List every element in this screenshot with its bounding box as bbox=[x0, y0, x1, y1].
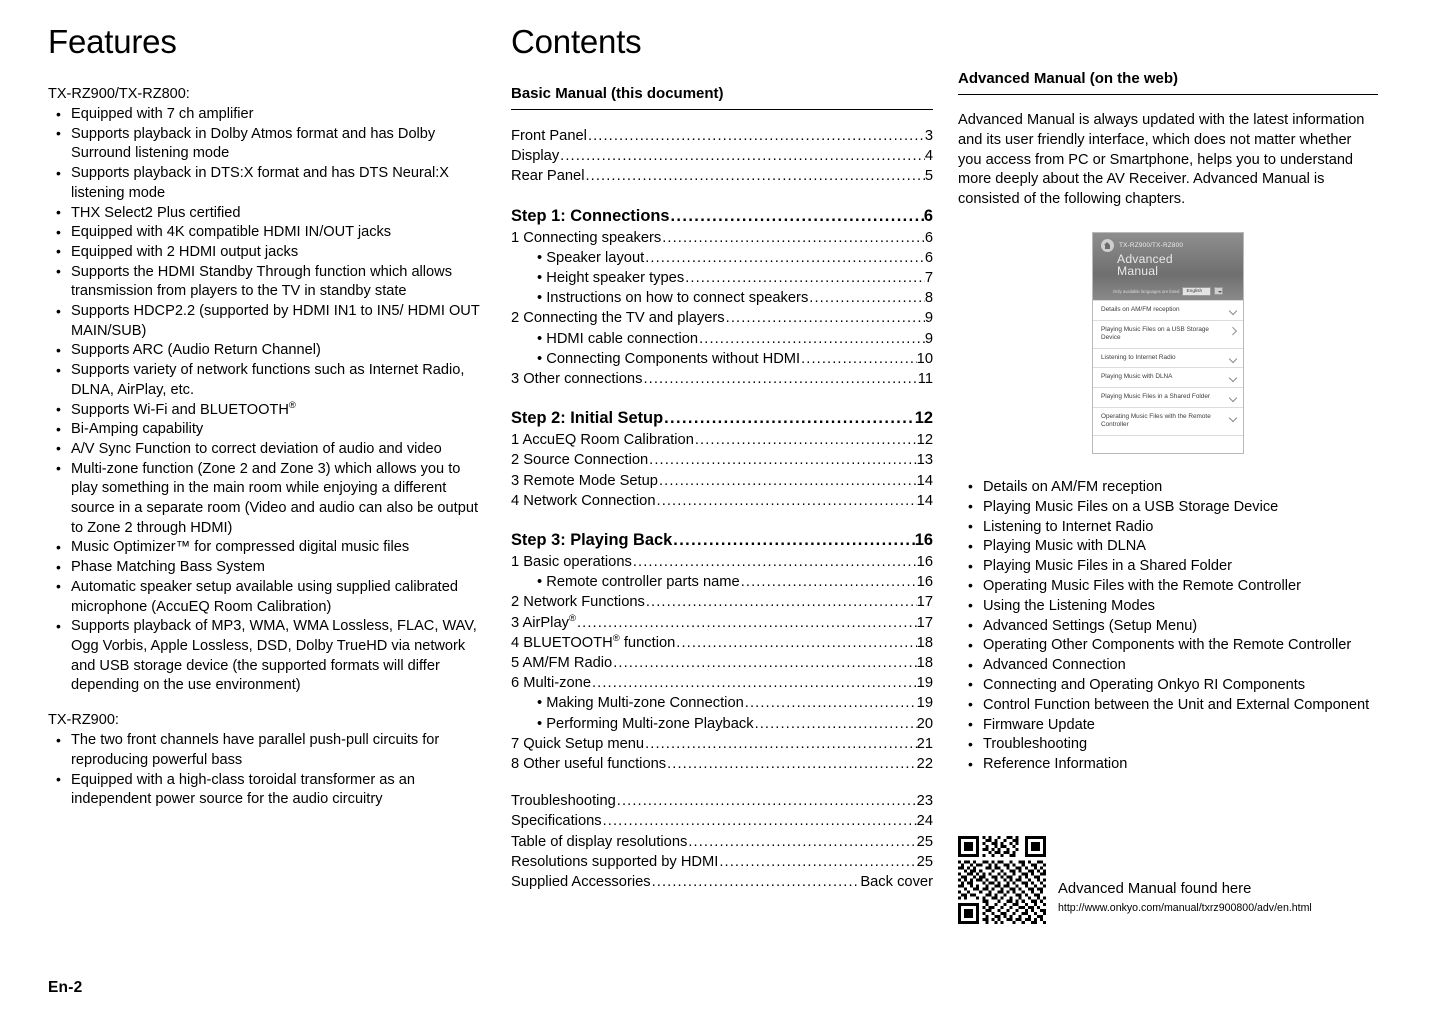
feature-item: • Supports ARC (Audio Return Channel) bbox=[48, 341, 480, 361]
toc-entry[interactable] bbox=[511, 166, 933, 186]
toc-leader-dots bbox=[652, 872, 861, 892]
toc-entry-label: 2 Source Connection bbox=[511, 452, 649, 469]
toc-entry-label: 6 Multi-zone bbox=[511, 675, 591, 692]
toc-entry-label: 3 AirPlay® bbox=[511, 612, 576, 631]
toc-page-number: 6 bbox=[923, 206, 933, 225]
thumbnail-chapter-row bbox=[1093, 368, 1243, 388]
advanced-chapter-item: • Troubleshooting bbox=[958, 735, 1378, 755]
toc-leader-dots bbox=[588, 126, 925, 146]
advanced-manual-thumbnail bbox=[1092, 232, 1244, 454]
thumbnail-chapter-row bbox=[1093, 300, 1243, 321]
toc-entry[interactable] bbox=[511, 714, 933, 734]
toc-entry-label: • Connecting Components without HDMI bbox=[537, 350, 801, 367]
toc-page-number: 12 bbox=[916, 432, 933, 449]
toc-entry-label: Troubleshooting bbox=[511, 793, 616, 810]
advanced-manual-chapter-list bbox=[958, 478, 1378, 775]
toc-page-number: 17 bbox=[916, 594, 933, 611]
advanced-chapter-item: • Reference Information bbox=[958, 755, 1378, 775]
thumbnail-chapter-list bbox=[1093, 300, 1243, 436]
advanced-chapter-item: • Listening to Internet Radio bbox=[958, 518, 1378, 538]
qr-url: http://www.onkyo.com/manual/txrz900800/adv/en.html bbox=[1058, 902, 1312, 914]
thumbnail-chapter-label: Playing Music Files in a Shared Folder bbox=[1101, 392, 1211, 400]
feature-item: • Multi-zone function (Zone 2 and Zone 3) which allows you to play something in the main room while enjoying a different source in a separate room (Video and audio can also be output to Zone 2 through HDMI) bbox=[48, 460, 480, 539]
toc-page-number: 19 bbox=[916, 675, 933, 692]
toc-entry-label: Specifications bbox=[511, 813, 602, 830]
toc-entry[interactable] bbox=[511, 248, 933, 268]
feature-item: • THX Select2 Plus certified bbox=[48, 204, 480, 224]
toc-entry-label: 7 Quick Setup menu bbox=[511, 735, 645, 752]
toc-leader-dots bbox=[560, 146, 925, 166]
advanced-chapter-item: • Connecting and Operating Onkyo RI Components bbox=[958, 676, 1378, 696]
toc-entry[interactable] bbox=[511, 308, 933, 328]
toc-leader-dots bbox=[676, 633, 916, 653]
toc-leader-dots bbox=[741, 572, 917, 592]
toc-page-number: 4 bbox=[924, 148, 933, 165]
chevron-down-icon bbox=[1229, 414, 1236, 421]
toc-leader-dots bbox=[719, 852, 916, 872]
toc-page-number: 25 bbox=[916, 853, 933, 870]
page-footer: En-2 bbox=[48, 979, 83, 996]
toc-leader-dots bbox=[633, 552, 917, 572]
toc-entry-label: 1 Connecting speakers bbox=[511, 229, 662, 246]
qr-code-image bbox=[958, 836, 1046, 924]
contents-heading: Contents bbox=[511, 23, 642, 60]
advanced-chapter-item: • Firmware Update bbox=[958, 716, 1378, 736]
toc-entry-label: 5 AM/FM Radio bbox=[511, 655, 613, 672]
feature-item: • Music Optimizer™ for compressed digital music files bbox=[48, 538, 480, 558]
toc-entry-label: Supplied Accessories bbox=[511, 874, 651, 891]
home-icon bbox=[1101, 239, 1114, 252]
toc-leader-dots bbox=[695, 430, 917, 450]
toc-leader-dots bbox=[592, 673, 917, 693]
chevron-down-icon bbox=[1229, 355, 1236, 362]
thumbnail-language-value: English bbox=[1182, 287, 1211, 296]
feature-item: • Equipped with 7 ch amplifier bbox=[48, 105, 480, 125]
toc-leader-dots bbox=[745, 693, 917, 713]
qr-title: Advanced Manual found here bbox=[1058, 881, 1252, 897]
advanced-manual-screenshot bbox=[1092, 232, 1244, 454]
toc-page-number: 3 bbox=[924, 128, 933, 144]
feature-item: • Equipped with a high-class toroidal transformer as an independent power source for the audio circuitry bbox=[48, 771, 480, 810]
chevron-right-icon bbox=[1229, 327, 1236, 334]
toc-page-number: 12 bbox=[914, 409, 933, 428]
toc-page-number: 24 bbox=[916, 813, 933, 830]
toc-entry[interactable] bbox=[511, 673, 933, 693]
advanced-chapter-item: • Control Function between the Unit and External Component bbox=[958, 696, 1378, 716]
toc-entry[interactable] bbox=[511, 613, 933, 633]
thumbnail-language-note: Only available languages are listed bbox=[1112, 288, 1180, 294]
toc-entry[interactable] bbox=[511, 592, 933, 612]
toc-leader-dots bbox=[585, 166, 924, 186]
thumbnail-header-top bbox=[1101, 239, 1235, 252]
toc-leader-dots bbox=[603, 811, 917, 831]
toc-entry[interactable] bbox=[511, 832, 933, 852]
toc-entry-label: 8 Other useful functions bbox=[511, 756, 667, 773]
toc-entry-label: • Making Multi-zone Connection bbox=[537, 695, 744, 712]
toc-entry[interactable] bbox=[511, 872, 933, 892]
toc-entry[interactable] bbox=[511, 268, 933, 288]
toc-leader-dots bbox=[673, 528, 915, 552]
toc-entry[interactable] bbox=[511, 369, 933, 389]
toc-leader-dots bbox=[645, 734, 917, 754]
toc-leader-dots bbox=[809, 288, 925, 308]
toc-entry[interactable] bbox=[511, 204, 933, 228]
toc-page-number: 6 bbox=[924, 249, 933, 266]
toc-leader-dots bbox=[617, 791, 917, 811]
advanced-manual-paragraph: Advanced Manual is always updated with the latest information and its user friendly interface, which does not matter whether you access from PC or Smartphone, helps you to understand more deeply about the AV Receiver. Advanced Manual is consisted of the following chapters. bbox=[958, 112, 1365, 208]
toc-entry-label: 4 BLUETOOTH® function bbox=[511, 632, 676, 651]
toc-page-number: 11 bbox=[917, 371, 933, 388]
thumbnail-language-selector bbox=[1093, 287, 1243, 296]
toc-entry-label: Step 2: Initial Setup bbox=[511, 409, 664, 428]
toc-page-number: 20 bbox=[916, 715, 933, 732]
thumbnail-title-line2: Manual bbox=[1117, 264, 1159, 279]
toc-entry-label: 2 Connecting the TV and players bbox=[511, 310, 725, 327]
contents-column bbox=[511, 22, 933, 892]
toc-page-number: 14 bbox=[916, 492, 933, 509]
toc-page-number: 22 bbox=[916, 756, 933, 773]
toc-entry[interactable] bbox=[511, 349, 933, 369]
toc-leader-dots bbox=[667, 754, 917, 774]
table-of-contents bbox=[511, 126, 933, 892]
toc-entry[interactable] bbox=[511, 552, 933, 572]
toc-leader-dots bbox=[645, 248, 925, 268]
thumbnail-chapter-label: Operating Music Files with the Remote Controller bbox=[1101, 412, 1211, 429]
advanced-chapter-item: • Advanced Connection bbox=[958, 656, 1378, 676]
toc-page-number: 14 bbox=[916, 472, 933, 489]
thumbnail-chapter-label: Listening to Internet Radio bbox=[1101, 353, 1176, 361]
chevron-down-icon bbox=[1229, 374, 1236, 381]
toc-leader-dots bbox=[670, 204, 923, 228]
qr-caption bbox=[1058, 879, 1312, 924]
toc-leader-dots bbox=[688, 832, 916, 852]
toc-entry-label: Display bbox=[511, 148, 560, 165]
toc-entry[interactable] bbox=[511, 228, 933, 248]
advanced-chapter-item: • Details on AM/FM reception bbox=[958, 478, 1378, 498]
thumbnail-chapter-row bbox=[1093, 408, 1243, 436]
feature-item: • Supports HDCP2.2 (supported by HDMI IN1 to IN5/ HDMI OUT MAIN/SUB) bbox=[48, 302, 480, 341]
toc-page-number: 16 bbox=[914, 531, 933, 550]
features-group2-label: TX-RZ900: bbox=[48, 712, 119, 729]
toc-page-number: 13 bbox=[916, 452, 933, 469]
feature-item: • Bi-Amping capability bbox=[48, 420, 480, 440]
toc-leader-dots bbox=[801, 349, 917, 369]
toc-spacer bbox=[511, 389, 933, 406]
toc-entry[interactable] bbox=[511, 693, 933, 713]
feature-item: • A/V Sync Function to correct deviation of audio and video bbox=[48, 440, 480, 460]
thumbnail-language-dropdown-icon bbox=[1214, 287, 1223, 295]
toc-leader-dots bbox=[726, 308, 925, 328]
toc-spacer bbox=[511, 774, 933, 791]
thumbnail-chapter-label: Playing Music with DLNA bbox=[1101, 373, 1173, 381]
toc-leader-dots bbox=[643, 369, 917, 389]
toc-page-number: Back cover bbox=[860, 874, 933, 891]
toc-page-number: 9 bbox=[924, 310, 933, 327]
toc-entry[interactable] bbox=[511, 811, 933, 831]
toc-entry-label: Table of display resolutions bbox=[511, 833, 688, 850]
feature-item: • Supports playback in Dolby Atmos format and has Dolby Surround listening mode bbox=[48, 125, 480, 164]
advanced-manual-section-title: Advanced Manual (on the web) bbox=[958, 69, 1378, 95]
toc-page-number: 9 bbox=[924, 330, 933, 347]
toc-entry-label: Resolutions supported by HDMI bbox=[511, 853, 719, 870]
toc-entry[interactable] bbox=[511, 528, 933, 552]
advanced-chapter-item: • Advanced Settings (Setup Menu) bbox=[958, 617, 1378, 637]
advanced-chapter-item: • Playing Music with DLNA bbox=[958, 537, 1378, 557]
feature-item: • Supports variety of network functions such as Internet Radio, DLNA, AirPlay, etc. bbox=[48, 361, 480, 400]
toc-entry[interactable] bbox=[511, 754, 933, 774]
feature-item: • Supports playback in DTS:X format and has DTS Neural:X listening mode bbox=[48, 164, 480, 203]
advanced-chapter-item: • Playing Music Files in a Shared Folder bbox=[958, 557, 1378, 577]
advanced-manual-column bbox=[958, 22, 1378, 775]
feature-item: • Phase Matching Bass System bbox=[48, 558, 480, 578]
features-list-group2 bbox=[48, 731, 480, 810]
toc-entry-label: • Height speaker types bbox=[537, 270, 685, 287]
toc-entry-label: Front Panel bbox=[511, 128, 587, 144]
toc-page-number: 16 bbox=[916, 554, 933, 571]
thumbnail-chapter-row bbox=[1093, 388, 1243, 408]
toc-entry[interactable] bbox=[511, 491, 933, 511]
toc-entry-label: Step 1: Connections bbox=[511, 206, 670, 225]
toc-page-number: 18 bbox=[916, 655, 933, 672]
thumbnail-chapter-row bbox=[1093, 321, 1243, 349]
toc-leader-dots bbox=[646, 592, 917, 612]
toc-entry[interactable] bbox=[511, 406, 933, 430]
feature-item: • Supports Wi-Fi and BLUETOOTH® bbox=[48, 401, 480, 421]
toc-leader-dots bbox=[649, 450, 916, 470]
advanced-chapter-item: • Using the Listening Modes bbox=[958, 597, 1378, 617]
toc-spacer bbox=[511, 511, 933, 528]
thumbnail-chapter-row bbox=[1093, 349, 1243, 369]
toc-leader-dots bbox=[755, 714, 917, 734]
toc-page-number: 16 bbox=[916, 574, 933, 591]
toc-entry-label: • Instructions on how to connect speakers bbox=[537, 290, 809, 307]
qr-code-block bbox=[958, 836, 1312, 924]
toc-leader-dots bbox=[657, 491, 917, 511]
toc-page-number: 6 bbox=[924, 229, 933, 246]
toc-entry-label: Step 3: Playing Back bbox=[511, 531, 673, 550]
toc-entry-label: • Speaker layout bbox=[537, 249, 645, 266]
toc-spacer bbox=[511, 187, 933, 204]
toc-page-number: 17 bbox=[916, 614, 933, 631]
thumbnail-title-line1: Advanced bbox=[1117, 251, 1173, 266]
thumbnail-chapter-label: Playing Music Files on a USB Storage Device bbox=[1101, 325, 1209, 342]
toc-entry[interactable] bbox=[511, 852, 933, 872]
features-heading: Features bbox=[48, 23, 177, 60]
toc-entry-label: • Remote controller parts name bbox=[537, 574, 740, 591]
feature-item: • Supports playback of MP3, WMA, WMA Lossless, FLAC, WAV, Ogg Vorbis, Apple Lossless, DSD, Dolby TrueHD via network and USB storage device (the supported formats will differ depending on the use environment) bbox=[48, 617, 480, 696]
toc-entry-label: 3 Remote Mode Setup bbox=[511, 472, 658, 489]
chevron-down-icon bbox=[1229, 394, 1236, 401]
toc-leader-dots bbox=[613, 653, 916, 673]
feature-item: • Equipped with 2 HDMI output jacks bbox=[48, 243, 480, 263]
features-group-spacer bbox=[48, 696, 480, 710]
advanced-chapter-item: • Operating Other Components with the Remote Controller bbox=[958, 636, 1378, 656]
thumbnail-chapter-label: Details on AM/FM reception bbox=[1101, 305, 1180, 313]
toc-entry[interactable] bbox=[511, 329, 933, 349]
toc-entry[interactable] bbox=[511, 633, 933, 653]
advanced-chapter-item: • Operating Music Files with the Remote Controller bbox=[958, 577, 1378, 597]
toc-leader-dots bbox=[577, 613, 917, 633]
toc-page-number: 25 bbox=[916, 833, 933, 850]
toc-page-number: 7 bbox=[924, 270, 933, 287]
toc-entry-label: • Performing Multi-zone Playback bbox=[537, 715, 754, 732]
feature-item: • The two front channels have parallel push-pull circuits for reproducing powerful bass bbox=[48, 731, 480, 770]
toc-entry[interactable] bbox=[511, 430, 933, 450]
toc-entry[interactable] bbox=[511, 471, 933, 491]
toc-page-number: 19 bbox=[916, 695, 933, 712]
toc-entry[interactable] bbox=[511, 126, 933, 146]
toc-page-number: 18 bbox=[916, 634, 933, 651]
toc-page-number: 5 bbox=[924, 168, 933, 185]
toc-page-number: 23 bbox=[916, 793, 933, 810]
toc-leader-dots bbox=[659, 471, 917, 491]
feature-item: • Supports the HDMI Standby Through function which allows transmission from players to the TV in standby state bbox=[48, 263, 480, 302]
toc-leader-dots bbox=[699, 329, 925, 349]
thumbnail-model-label: TX-RZ900/TX-RZ800 bbox=[1119, 241, 1184, 249]
toc-leader-dots bbox=[685, 268, 925, 288]
advanced-chapter-item: • Playing Music Files on a USB Storage Device bbox=[958, 498, 1378, 518]
toc-entry[interactable] bbox=[511, 572, 933, 592]
toc-entry-label: Rear Panel bbox=[511, 168, 585, 185]
thumbnail-header bbox=[1093, 233, 1243, 300]
feature-item: • Automatic speaker setup available using supplied calibrated microphone (AccuEQ Room Calibration) bbox=[48, 578, 480, 617]
toc-entry-label: 1 AccuEQ Room Calibration bbox=[511, 432, 694, 449]
toc-entry-label: 3 Other connections bbox=[511, 371, 643, 388]
toc-entry-label: 1 Basic operations bbox=[511, 554, 632, 571]
chevron-down-icon bbox=[1229, 307, 1236, 314]
toc-entry[interactable] bbox=[511, 450, 933, 470]
features-column bbox=[48, 22, 480, 810]
basic-manual-section-title: Basic Manual (this document) bbox=[511, 84, 933, 110]
toc-entry[interactable] bbox=[511, 288, 933, 308]
features-group1-label: TX-RZ900/TX-RZ800: bbox=[48, 86, 190, 102]
toc-entry-label: 2 Network Functions bbox=[511, 594, 645, 611]
toc-entry-label: • HDMI cable connection bbox=[537, 330, 699, 347]
toc-entry[interactable] bbox=[511, 653, 933, 673]
toc-leader-dots bbox=[664, 406, 915, 430]
feature-item: • Equipped with 4K compatible HDMI IN/OUT jacks bbox=[48, 223, 480, 243]
toc-entry[interactable] bbox=[511, 791, 933, 811]
toc-page-number: 10 bbox=[916, 350, 933, 367]
toc-entry[interactable] bbox=[511, 734, 933, 754]
toc-page-number: 21 bbox=[916, 735, 933, 752]
toc-entry[interactable] bbox=[511, 146, 933, 166]
toc-leader-dots bbox=[662, 228, 925, 248]
features-list-group1 bbox=[48, 105, 480, 696]
toc-entry-label: 4 Network Connection bbox=[511, 492, 656, 509]
toc-page-number: 8 bbox=[924, 290, 933, 307]
